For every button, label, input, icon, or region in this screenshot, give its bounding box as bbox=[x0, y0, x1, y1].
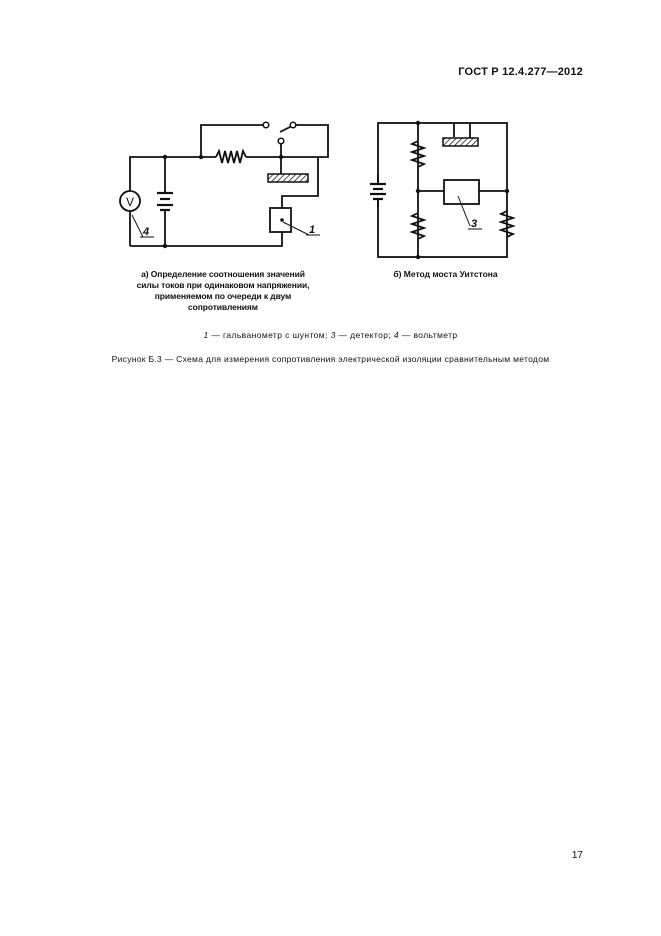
electrode-a bbox=[268, 174, 308, 182]
caption-a-line: а) Определение соотношения значений bbox=[141, 269, 305, 279]
wire-bypass bbox=[201, 125, 266, 157]
junction-dot bbox=[199, 155, 203, 159]
junction-dot bbox=[505, 189, 509, 193]
junction-dot bbox=[163, 244, 167, 248]
legend-text: — вольтметр bbox=[399, 330, 458, 340]
detector-box bbox=[444, 180, 479, 204]
legend-text: — детектор; bbox=[335, 330, 394, 340]
page-number: 17 bbox=[571, 850, 583, 861]
junction-dot bbox=[416, 255, 420, 259]
diagram-a-caption bbox=[128, 269, 318, 313]
switch-contact-left bbox=[263, 122, 269, 128]
caption-a-line: применяемом по очереди к двум bbox=[154, 291, 292, 301]
figure-legend bbox=[0, 330, 661, 340]
electrode-b bbox=[443, 138, 478, 146]
caption-a-line: сопротивлениям bbox=[188, 302, 258, 312]
legend-text: — гальванометр с шунтом; bbox=[208, 330, 331, 340]
junction-dot bbox=[416, 121, 420, 125]
wire-bottom-a bbox=[130, 232, 282, 246]
legend-number: 1 bbox=[203, 330, 209, 340]
resistor-a bbox=[216, 151, 246, 163]
wire-switch-right bbox=[281, 125, 328, 157]
diagram-a-circuit bbox=[130, 124, 328, 246]
voltmeter-number: 4 bbox=[143, 226, 150, 238]
galvanometer-dot bbox=[280, 218, 284, 222]
junction-dot bbox=[163, 155, 167, 159]
diagram-b-caption: б) Метод моста Уитстона bbox=[393, 269, 498, 279]
switch-contact-right bbox=[290, 122, 296, 128]
detector-number: 3 bbox=[471, 218, 478, 230]
junction-dot bbox=[416, 189, 420, 193]
battery-a bbox=[157, 193, 173, 210]
galvanometer-number: 1 bbox=[309, 224, 316, 236]
document-header: ГОСТ Р 12.4.277—2012 bbox=[458, 66, 583, 78]
legend-number: 4 bbox=[393, 330, 400, 340]
voltmeter-label: V bbox=[125, 195, 135, 209]
switch-pivot bbox=[278, 138, 284, 144]
figure-title: Рисунок Б.3 — Схема для измерения сопротивления электрической изоляции сравнительным методом bbox=[111, 354, 550, 364]
legend-number: 3 bbox=[330, 330, 336, 340]
caption-a-line: силы токов при одинаковом напряжении, bbox=[136, 280, 310, 290]
leader-line-4 bbox=[132, 215, 143, 237]
circuit-diagrams bbox=[0, 0, 661, 340]
junction-dot bbox=[279, 155, 283, 159]
